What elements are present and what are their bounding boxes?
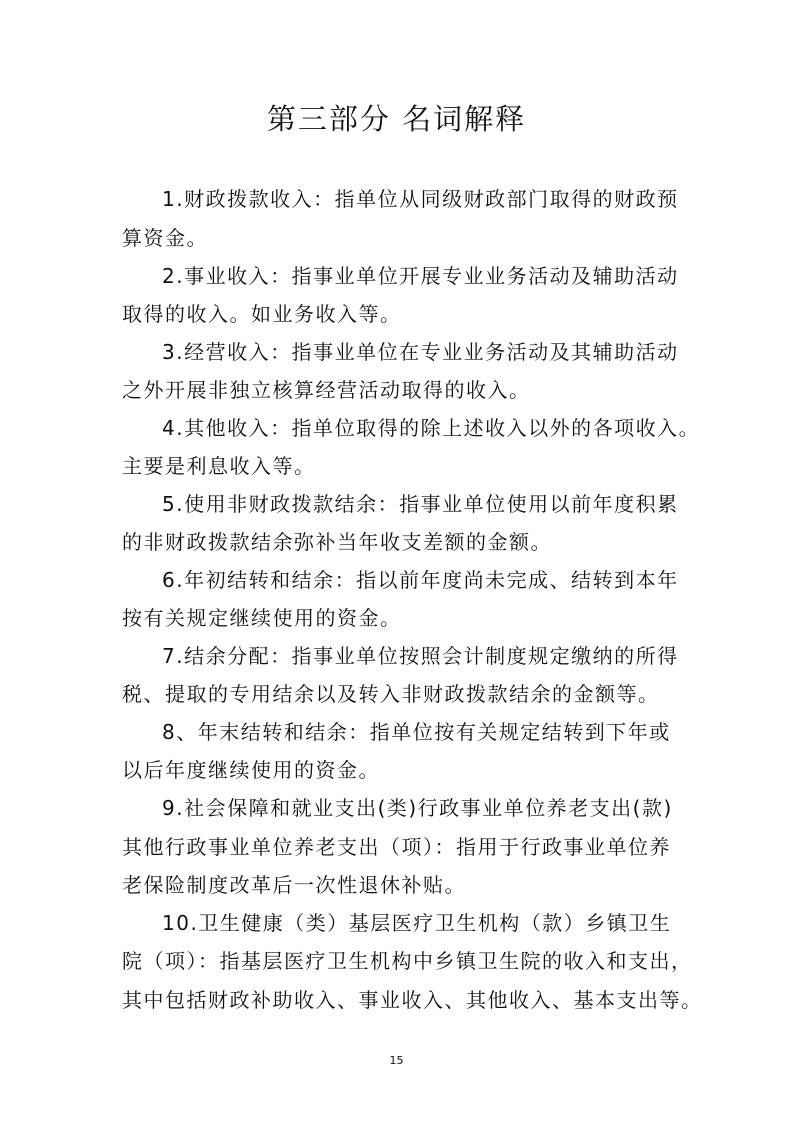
definition-9-line-3: 老保险制度改革后一次性退休补贴。 — [122, 873, 466, 897]
definition-8-line-2: 以后年度继续使用的资金。 — [122, 758, 380, 782]
definition-6-line-2: 按有关规定继续使用的资金。 — [122, 606, 402, 630]
definition-1-line-1: 1.财政拨款收入：指单位从同级财政部门取得的财政预 — [162, 187, 679, 211]
definition-5-line-1: 5.使用非财政拨款结余：指事业单位使用以前年度积累 — [162, 492, 679, 516]
definition-9-line-2: 其他行政事业单位养老支出（项）：指用于行政事业单位养 — [122, 835, 671, 859]
definition-7-line-1: 7.结余分配：指事业单位按照会计制度规定缴纳的所得 — [162, 644, 679, 668]
definition-2-line-1: 2.事业收入：指事业单位开展专业业务活动及辅助活动 — [162, 264, 679, 288]
page-title: 第三部分 名词解释 — [266, 102, 527, 136]
definition-5-line-2: 的非财政拨款结余弥补当年收支差额的金额。 — [122, 530, 552, 554]
definition-4-line-1: 4.其他收入：指单位取得的除上述收入以外的各项收入。 — [162, 416, 701, 440]
definition-3-line-1: 3.经营收入：指事业单位在专业业务活动及其辅助活动 — [162, 340, 679, 364]
definition-6-line-1: 6.年初结转和结余：指以前年度尚未完成、结转到本年 — [162, 568, 679, 592]
definition-8-line-1: 8、年末结转和结余：指单位按有关规定结转到下年或 — [162, 720, 671, 744]
definition-3-line-2: 之外开展非独立核算经营活动取得的收入。 — [122, 378, 531, 402]
definition-1-line-2: 算资金。 — [122, 226, 208, 250]
definition-9-line-1: 9.社会保障和就业支出(类)行政事业单位养老支出(款) — [162, 796, 673, 820]
definition-10-line-1: 10.卫生健康（类）基层医疗卫生机构（款）乡镇卫生 — [162, 911, 672, 935]
definition-10-line-2: 院（项）：指基层医疗卫生机构中乡镇卫生院的收入和支出， — [122, 949, 693, 973]
page-number: 15 — [389, 1054, 404, 1067]
definition-10-line-3: 其中包括财政补助收入、事业收入、其他收入、基本支出等。 — [122, 988, 703, 1012]
definition-7-line-2: 税、提取的专用结余以及转入非财政拨款结余的金额等。 — [122, 682, 660, 706]
definition-2-line-2: 取得的收入。如业务收入等。 — [122, 302, 402, 326]
definition-4-line-2: 主要是利息收入等。 — [122, 454, 316, 478]
